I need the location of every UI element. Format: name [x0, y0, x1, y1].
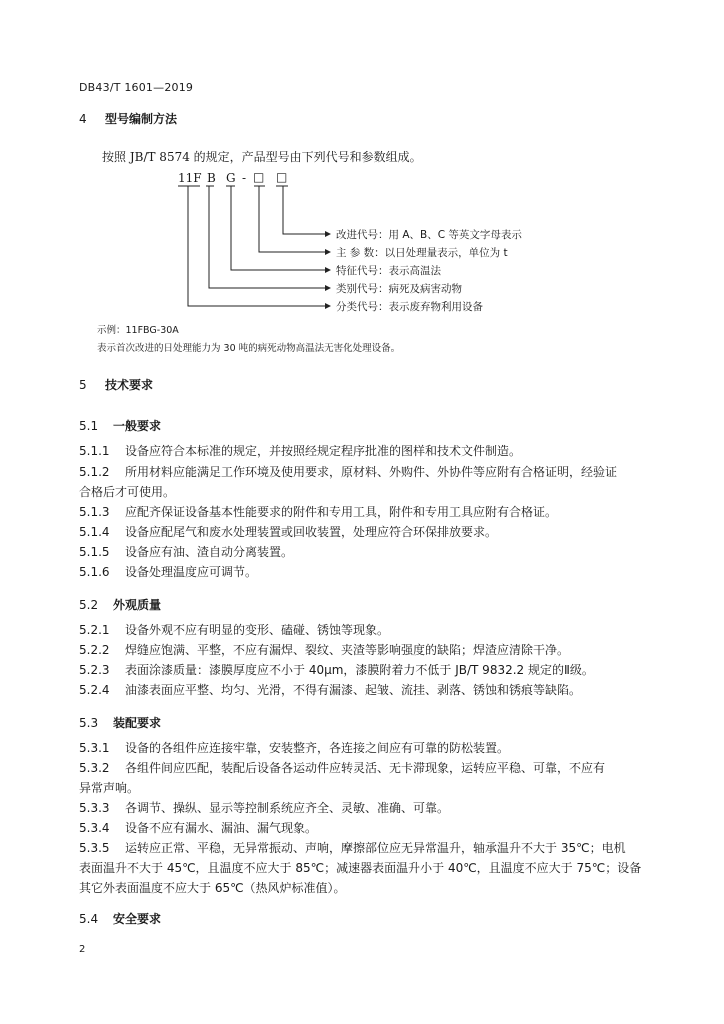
subsection-5-4-heading [79, 910, 161, 927]
code-part-11f: 11F [178, 171, 202, 185]
label-category-code: 类别代号：病死及病害动物 [336, 283, 462, 295]
page-number: 2 [79, 944, 86, 955]
section-number: 5 [79, 378, 87, 392]
clause-5-1-3: 5.1.3 应配齐保证设备基本性能要求的附件和专用工具，附件和专用工具应附有合格证。 [79, 505, 558, 519]
clause-5-1-4: 5.1.4 设备应配尾气和废水处理装置或回收装置，处理应符合环保排放要求。 [79, 525, 498, 539]
example-text: 表示首次改进的日处理能力为 30 吨的病死动物高温法无害化处理设备。 [97, 343, 401, 354]
label-main-parameter: 主 参 数：以日处理量表示，单位为 t [336, 247, 508, 259]
clause-5-1-1: 5.1.1 设备应符合本标准的规定，并按照经规定程序批准的图样和技术文件制造。 [79, 444, 522, 458]
subsection-number: 5.1 [79, 419, 99, 433]
clause-5-2-1: 5.2.1 设备外观不应有明显的变形、磕碰、锈蚀等现象。 [79, 623, 390, 637]
label-classification-code: 分类代号：表示废弃物利用设备 [336, 301, 483, 313]
clause-5-2-4: 5.2.4 油漆表面应平整、均匀、光滑，不得有漏漆、起皱、流挂、剥落、锈蚀和锈痕等缺陷。 [79, 683, 582, 697]
example-label: 示例：11FBG-30A [97, 325, 179, 336]
code-part-b: B [207, 171, 216, 185]
clause-5-3-5-cont-1: 表面温升不大于 45℃，且温度不应大于 85℃；减速器表面温升小于 40℃，且温度不应大于 75℃；设备 [79, 861, 642, 875]
subsection-5-2-heading [79, 596, 161, 613]
clause-5-2-3: 5.2.3 表面涂漆质量：漆膜厚度应不小于 40μm，漆膜附着力不低于 JB/T 9832.2 规定的Ⅱ级。 [79, 663, 594, 677]
subsection-5-3-heading [79, 714, 161, 731]
subsection-5-1-heading [79, 417, 161, 434]
code-part-dash: - [242, 171, 247, 185]
subsection-number: 5.4 [79, 912, 99, 926]
clause-5-3-4: 5.3.4 设备不应有漏水、漏油、漏气现象。 [79, 821, 318, 835]
clause-5-3-3: 5.3.3 各调节、操纵、显示等控制系统应齐全、灵敏、准确、可靠。 [79, 801, 450, 815]
subsection-title: 装配要求 [113, 716, 162, 730]
clause-5-3-1: 5.3.1 设备的各组件应连接牢靠，安装整齐，各连接之间应有可靠的防松装置。 [79, 741, 510, 755]
code-part-box-1: □ [253, 170, 265, 184]
clause-5-3-5: 5.3.5 运转应正常、平稳，无异常振动、声响，摩擦部位应无异常温升，轴承温升不大于 35℃；电机 [79, 841, 626, 855]
section-number: 4 [79, 112, 87, 126]
clause-5-1-2-cont: 合格后才可使用。 [79, 485, 176, 499]
document-code: DB43/T 1601—2019 [79, 81, 194, 94]
section-title: 型号编制方法 [105, 112, 178, 126]
subsection-title: 安全要求 [113, 912, 162, 926]
section-4-intro: 按照 JB/T 8574 的规定，产品型号由下列代号和参数组成。 [102, 150, 422, 164]
label-improvement-code: 改进代号：用 A、B、C 等英文字母表示 [336, 229, 522, 241]
clause-5-3-2: 5.3.2 各组件间应匹配，装配后设备各运动件应转灵活、无卡滞现象，运转应平稳、可靠，不应有 [79, 761, 606, 775]
clause-5-1-6: 5.1.6 设备处理温度应可调节。 [79, 565, 258, 579]
section-title: 技术要求 [105, 378, 154, 392]
subsection-number: 5.2 [79, 598, 99, 612]
code-part-g: G [226, 171, 236, 185]
clause-5-3-2-cont: 异常声响。 [79, 781, 140, 795]
code-part-box-2: □ [276, 170, 288, 184]
section-5-heading [79, 376, 153, 393]
subsection-title: 一般要求 [113, 419, 162, 433]
subsection-title: 外观质量 [113, 598, 162, 612]
clause-5-3-5-cont-2: 其它外表面温度不应大于 65℃（热风炉标准值）。 [79, 881, 346, 895]
clause-5-1-2: 5.1.2 所用材料应能满足工作环境及使用要求，原材料、外购件、外协件等应附有合格证明，经验证 [79, 465, 618, 479]
subsection-number: 5.3 [79, 716, 99, 730]
label-feature-code: 特征代号：表示高温法 [336, 265, 441, 277]
clause-5-2-2: 5.2.2 焊缝应饱满、平整，不应有漏焊、裂纹、夹渣等影响强度的缺陷；焊渣应清除干净。 [79, 643, 570, 657]
clause-5-1-5: 5.1.5 设备应有油、渣自动分离装置。 [79, 545, 294, 559]
